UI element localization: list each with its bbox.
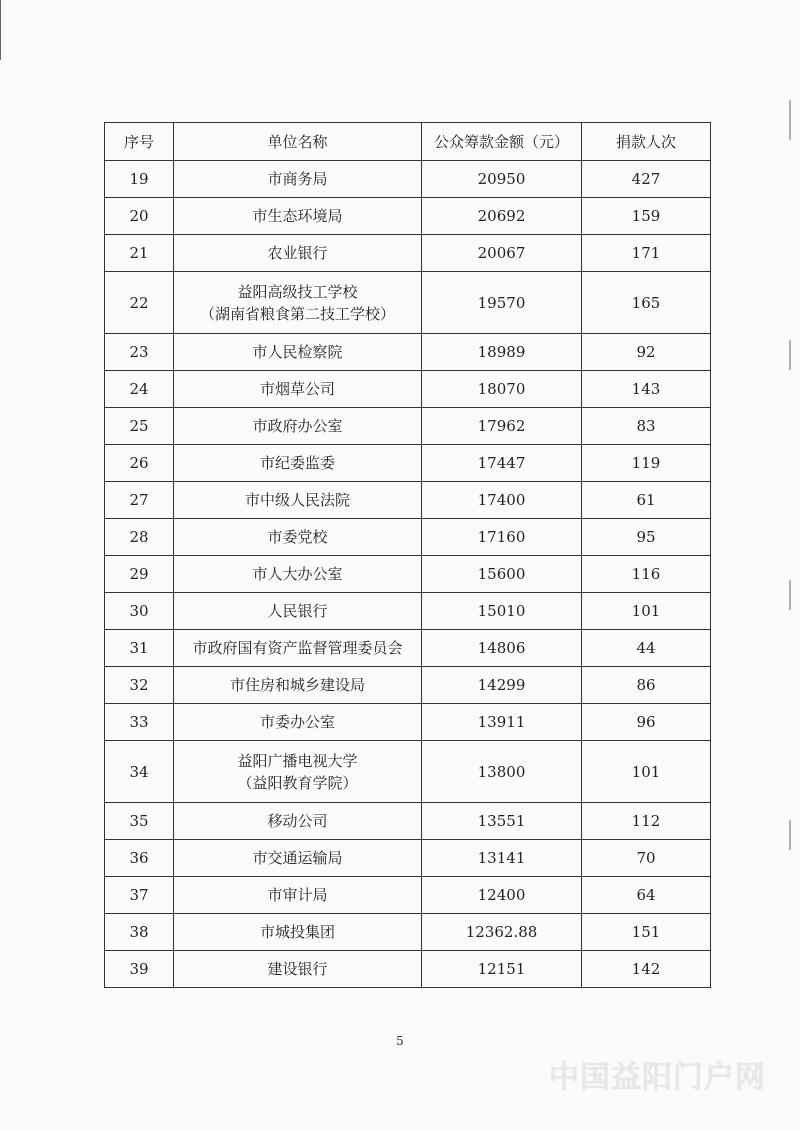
unit-name-line: 市政府国有资产监督管理委员会 [192, 639, 403, 657]
cell-unit-name [174, 704, 422, 741]
cell-donor-count: 92 [582, 334, 711, 371]
table-row [105, 667, 711, 704]
table-row [105, 371, 711, 408]
unit-name-line: 市人大办公室 [252, 565, 343, 583]
table-row [105, 803, 711, 840]
cell-unit-name [174, 161, 422, 198]
table-row [105, 840, 711, 877]
cell-donor-count: 112 [582, 803, 711, 840]
cell-amount: 13911 [422, 704, 582, 741]
cell-seq: 24 [105, 371, 174, 408]
table-row [105, 630, 711, 667]
cell-seq: 32 [105, 667, 174, 704]
table-row [105, 272, 711, 334]
unit-name-line: （湖南省粮食第二技工学校） [199, 304, 395, 323]
cell-seq: 31 [105, 630, 174, 667]
cell-amount: 12400 [422, 877, 582, 914]
cell-seq: 27 [105, 482, 174, 519]
cell-donor-count: 101 [582, 741, 711, 803]
cell-donor-count: 427 [582, 161, 711, 198]
cell-unit-name [174, 198, 422, 235]
cell-seq: 38 [105, 914, 174, 951]
cell-donor-count: 151 [582, 914, 711, 951]
cell-amount: 12151 [422, 951, 582, 988]
unit-name-line: 人民银行 [267, 602, 328, 620]
unit-name-line: 市委党校 [267, 528, 328, 546]
table-row [105, 161, 711, 198]
cell-seq: 20 [105, 198, 174, 235]
unit-name-line: 市中级人民法院 [244, 491, 350, 509]
cell-amount: 17962 [422, 408, 582, 445]
cell-donor-count: 86 [582, 667, 711, 704]
scan-mark [789, 100, 791, 140]
cell-donor-count: 116 [582, 556, 711, 593]
cell-unit-name [174, 445, 422, 482]
table-row [105, 741, 711, 803]
cell-seq: 19 [105, 161, 174, 198]
unit-name-line: 益阳高级技工学校 [237, 282, 358, 301]
table-row [105, 198, 711, 235]
cell-unit-name [174, 667, 422, 704]
unit-name-line: 建设银行 [267, 960, 328, 978]
cell-donor-count: 83 [582, 408, 711, 445]
table-row [105, 914, 711, 951]
scan-mark [789, 820, 791, 850]
unit-name-line: 市城投集团 [259, 923, 335, 941]
scan-mark [0, 0, 1, 60]
cell-amount: 19570 [422, 272, 582, 334]
cell-seq: 21 [105, 235, 174, 272]
cell-unit-name [174, 630, 422, 667]
table-row [105, 445, 711, 482]
cell-amount: 20950 [422, 161, 582, 198]
cell-amount: 14299 [422, 667, 582, 704]
cell-donor-count: 61 [582, 482, 711, 519]
header-donor-count: 捐款人次 [582, 123, 711, 161]
table-row [105, 408, 711, 445]
cell-seq: 26 [105, 445, 174, 482]
unit-name-line: 市委办公室 [259, 713, 335, 731]
cell-seq: 36 [105, 840, 174, 877]
cell-donor-count: 101 [582, 593, 711, 630]
cell-unit-name [174, 914, 422, 951]
header-seq: 序号 [105, 123, 174, 161]
cell-unit-name [174, 593, 422, 630]
cell-donor-count: 159 [582, 198, 711, 235]
cell-amount: 20067 [422, 235, 582, 272]
unit-name-line: 市商务局 [267, 170, 328, 188]
cell-unit-name [174, 519, 422, 556]
cell-unit-name [174, 741, 422, 803]
unit-name-line: （益阳教育学院） [237, 773, 358, 792]
cell-seq: 25 [105, 408, 174, 445]
cell-donor-count: 165 [582, 272, 711, 334]
header-unit-name: 单位名称 [174, 123, 422, 161]
cell-seq: 22 [105, 272, 174, 334]
table-row [105, 556, 711, 593]
cell-amount: 18070 [422, 371, 582, 408]
cell-unit-name [174, 334, 422, 371]
cell-amount: 12362.88 [422, 914, 582, 951]
cell-unit-name [174, 877, 422, 914]
unit-name-line: 农业银行 [267, 244, 328, 262]
table-row [105, 877, 711, 914]
cell-unit-name [174, 840, 422, 877]
unit-name-line: 市烟草公司 [259, 380, 335, 398]
cell-unit-name [174, 272, 422, 334]
cell-amount: 17160 [422, 519, 582, 556]
cell-amount: 15600 [422, 556, 582, 593]
cell-amount: 13551 [422, 803, 582, 840]
cell-amount: 15010 [422, 593, 582, 630]
cell-donor-count: 44 [582, 630, 711, 667]
cell-seq: 28 [105, 519, 174, 556]
cell-seq: 30 [105, 593, 174, 630]
table-row [105, 704, 711, 741]
donation-table [104, 122, 711, 988]
cell-donor-count: 96 [582, 704, 711, 741]
table-row [105, 334, 711, 371]
cell-donor-count: 142 [582, 951, 711, 988]
cell-donor-count: 64 [582, 877, 711, 914]
cell-donor-count: 143 [582, 371, 711, 408]
header-amount: 公众筹款金额（元） [422, 123, 582, 161]
unit-name-line: 市审计局 [267, 886, 328, 904]
page-number: 5 [396, 1034, 404, 1048]
cell-amount: 17400 [422, 482, 582, 519]
cell-seq: 34 [105, 741, 174, 803]
table-body [105, 161, 711, 988]
cell-amount: 18989 [422, 334, 582, 371]
cell-seq: 37 [105, 877, 174, 914]
cell-unit-name [174, 371, 422, 408]
unit-name-line: 益阳广播电视大学 [237, 751, 358, 770]
unit-name-line: 市人民检察院 [252, 343, 343, 361]
cell-donor-count: 171 [582, 235, 711, 272]
cell-donor-count: 119 [582, 445, 711, 482]
cell-unit-name [174, 235, 422, 272]
table-row [105, 519, 711, 556]
site-watermark: 中国益阳门户网 [549, 1060, 766, 1095]
cell-amount: 13800 [422, 741, 582, 803]
cell-amount: 14806 [422, 630, 582, 667]
cell-seq: 23 [105, 334, 174, 371]
scan-mark [789, 340, 791, 370]
unit-name-line: 市交通运输局 [252, 849, 343, 867]
cell-seq: 29 [105, 556, 174, 593]
cell-donor-count: 95 [582, 519, 711, 556]
table-row [105, 235, 711, 272]
cell-seq: 33 [105, 704, 174, 741]
cell-amount: 13141 [422, 840, 582, 877]
cell-donor-count: 70 [582, 840, 711, 877]
unit-name-line: 市住房和城乡建设局 [229, 676, 365, 694]
unit-name-line: 市生态环境局 [252, 207, 343, 225]
cell-unit-name [174, 408, 422, 445]
table-header-row [105, 123, 711, 161]
unit-name-line: 市政府办公室 [252, 417, 343, 435]
table-row [105, 593, 711, 630]
cell-unit-name [174, 803, 422, 840]
cell-unit-name [174, 482, 422, 519]
cell-seq: 39 [105, 951, 174, 988]
cell-amount: 20692 [422, 198, 582, 235]
unit-name-line: 移动公司 [267, 812, 328, 830]
cell-amount: 17447 [422, 445, 582, 482]
scan-mark [789, 580, 791, 610]
table-row [105, 951, 711, 988]
cell-seq: 35 [105, 803, 174, 840]
cell-unit-name [174, 951, 422, 988]
cell-unit-name [174, 556, 422, 593]
unit-name-line: 市纪委监委 [259, 454, 335, 472]
table-row [105, 482, 711, 519]
